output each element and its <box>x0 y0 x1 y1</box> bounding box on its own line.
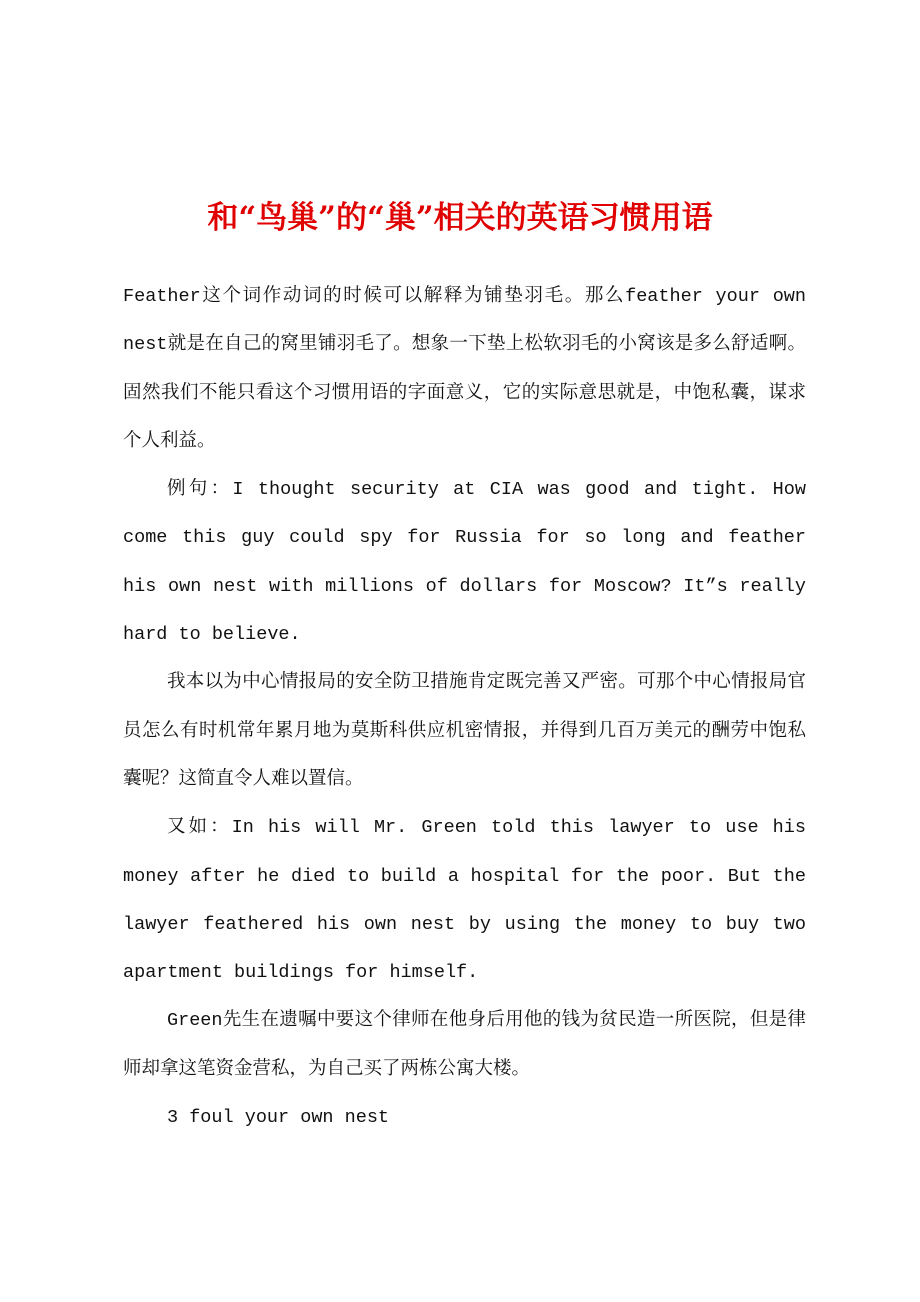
paragraph-example-english: 例句：I thought security at CIA was good and tight. How come this guy could spy for Russia for so long and feather his own nest with millions of dollars for Moscow? It”s really hard to believe. <box>123 479 806 646</box>
document-body <box>123 273 806 1142</box>
paragraph-next-idiom-heading: 3 foul your own nest <box>167 1107 390 1129</box>
paragraph-second-example-translation: Green先生在遗嘱中要这个律师在他身后用他的钱为贫民造一所医院，但是律师却拿这笔资金营私，为自己买了两栋公寓大楼。 <box>123 1010 806 1080</box>
paragraph-second-example-english: 又如：In his will Mr. Green told this lawyer to use his money after he died to build a hospital for the poor. But the lawyer feathered his own nest by using the money to buy two apartment buildings for himself. <box>123 817 806 984</box>
document-title: 和“鸟巢”的“巢”相关的英语习惯用语 <box>207 200 713 236</box>
paragraph-feather-definition: Feather这个词作动词的时候可以解释为铺垫羽毛。那么feather your own nest就是在自己的窝里铺羽毛了。想象一下垫上松软羽毛的小窝该是多么舒适啊。固然我们不能只看这个习惯用语的字面意义，它的实际意思就是，中饱私囊，谋求个人利益。 <box>123 286 806 452</box>
paragraph-example-translation: 我本以为中心情报局的安全防卫措施肯定既完善又严密。可那个中心情报局官员怎么有时机常年累月地为莫斯科供应机密情报，并得到几百万美元的酬劳中饱私囊呢？这简直令人难以置信。 <box>123 672 806 790</box>
